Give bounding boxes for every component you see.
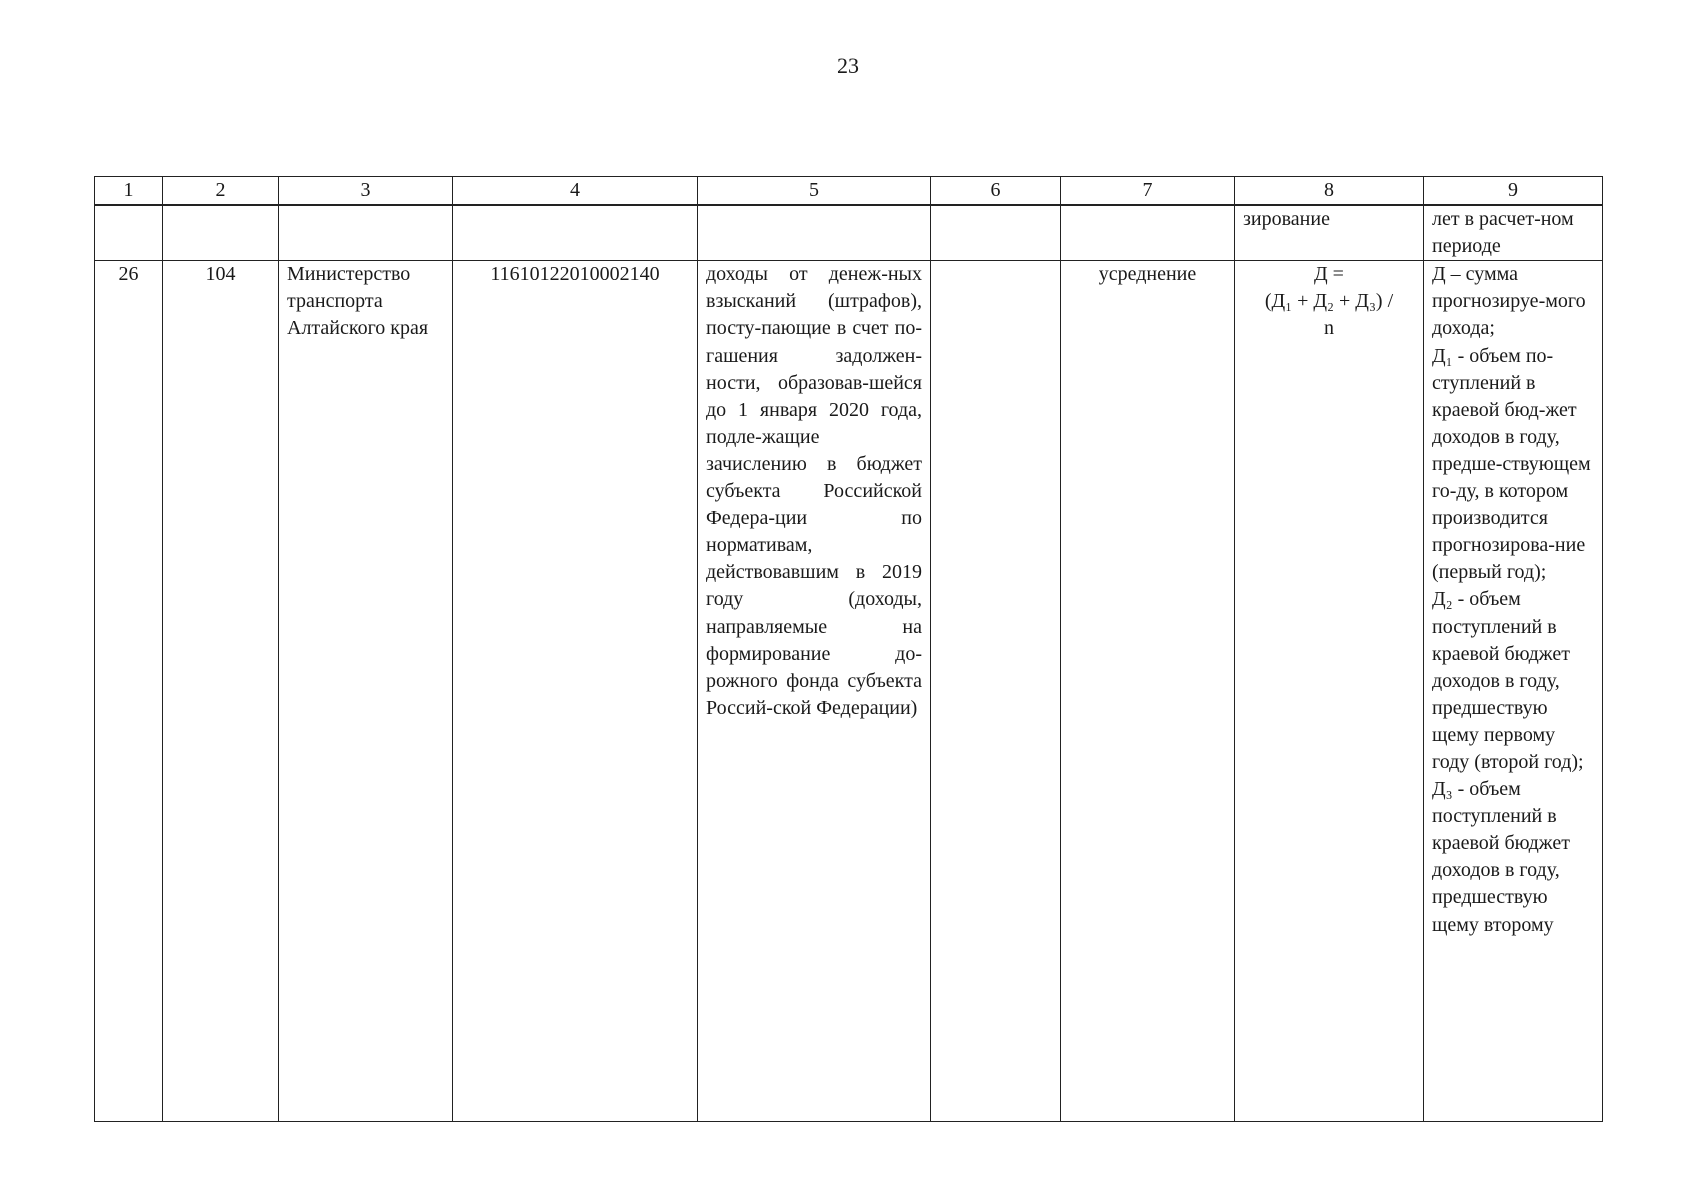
cont-cell-2 (163, 205, 279, 261)
header-col-3: 3 (279, 177, 453, 206)
cont-cell-3 (279, 205, 453, 261)
admin-name: Министерство транспорта Алтайского края (279, 261, 453, 1122)
formula-line-2: (Д₁ + Д₂ + Д₃) / (1264, 290, 1394, 313)
income-name: доходы от денеж-ных взысканий (штрафов), посту-пающие в счет по-гашения задолжен-ности, образовав-шейся до 1 января 2020 года, подле-жащие зачислению в бюджет субъекта Российской Федера-ции по нормативам, действовавшим в 2019 году (доходы, направляемые на формирование до-рожного фонда субъекта Россий-ской Федерации) (698, 261, 931, 1122)
header-col-2: 2 (163, 177, 279, 206)
formula-description (1424, 261, 1603, 1122)
header-col-4: 4 (453, 177, 698, 206)
header-col-6: 6 (931, 177, 1061, 206)
admin-code: 104 (163, 261, 279, 1122)
cont-cell-1 (95, 205, 163, 261)
table-row (95, 261, 1603, 1122)
continuation-row (95, 205, 1603, 261)
description-item-d1: Д₁ - объем по-ступлений в краевой бюд-жет доходов в году, предше-ствующем го-ду, в котором производится прогнозирова-ние (первый год); (1432, 344, 1591, 584)
cont-cell-5 (698, 205, 931, 261)
description-item-d2: Д₂ - объем поступлений в краевой бюджет доходов в году, предшествую щему первому году (второй год); (1432, 588, 1584, 773)
header-col-8: 8 (1235, 177, 1424, 206)
cont-cell-4 (453, 205, 698, 261)
revenue-forecast-table (94, 176, 1603, 1122)
calc-method: усреднение (1061, 261, 1235, 1122)
description-item-d: Д – сумма прогнозируе-мого дохода; (1432, 263, 1586, 340)
column-number-row (95, 177, 1603, 206)
header-col-7: 7 (1061, 177, 1235, 206)
header-col-9: 9 (1424, 177, 1603, 206)
page-number: 23 (837, 53, 859, 78)
row-number: 26 (95, 261, 163, 1122)
cont-cell-6 (931, 205, 1061, 261)
empty-col-6 (931, 261, 1061, 1122)
formula-line-1: Д = (1314, 263, 1344, 286)
cont-cell-7 (1061, 205, 1235, 261)
kbk-code: 11610122010002140 (453, 261, 698, 1122)
cont-cell-9: лет в расчет-ном периоде (1424, 205, 1603, 261)
header-col-5: 5 (698, 177, 931, 206)
cont-cell-8: зирование (1235, 205, 1424, 261)
description-item-d3: Д₃ - объем поступлений в краевой бюджет доходов в году, предшествую щему второму (1432, 778, 1570, 936)
formula-line-3: n (1324, 317, 1334, 340)
header-col-1: 1 (95, 177, 163, 206)
formula-cell (1235, 261, 1424, 1122)
